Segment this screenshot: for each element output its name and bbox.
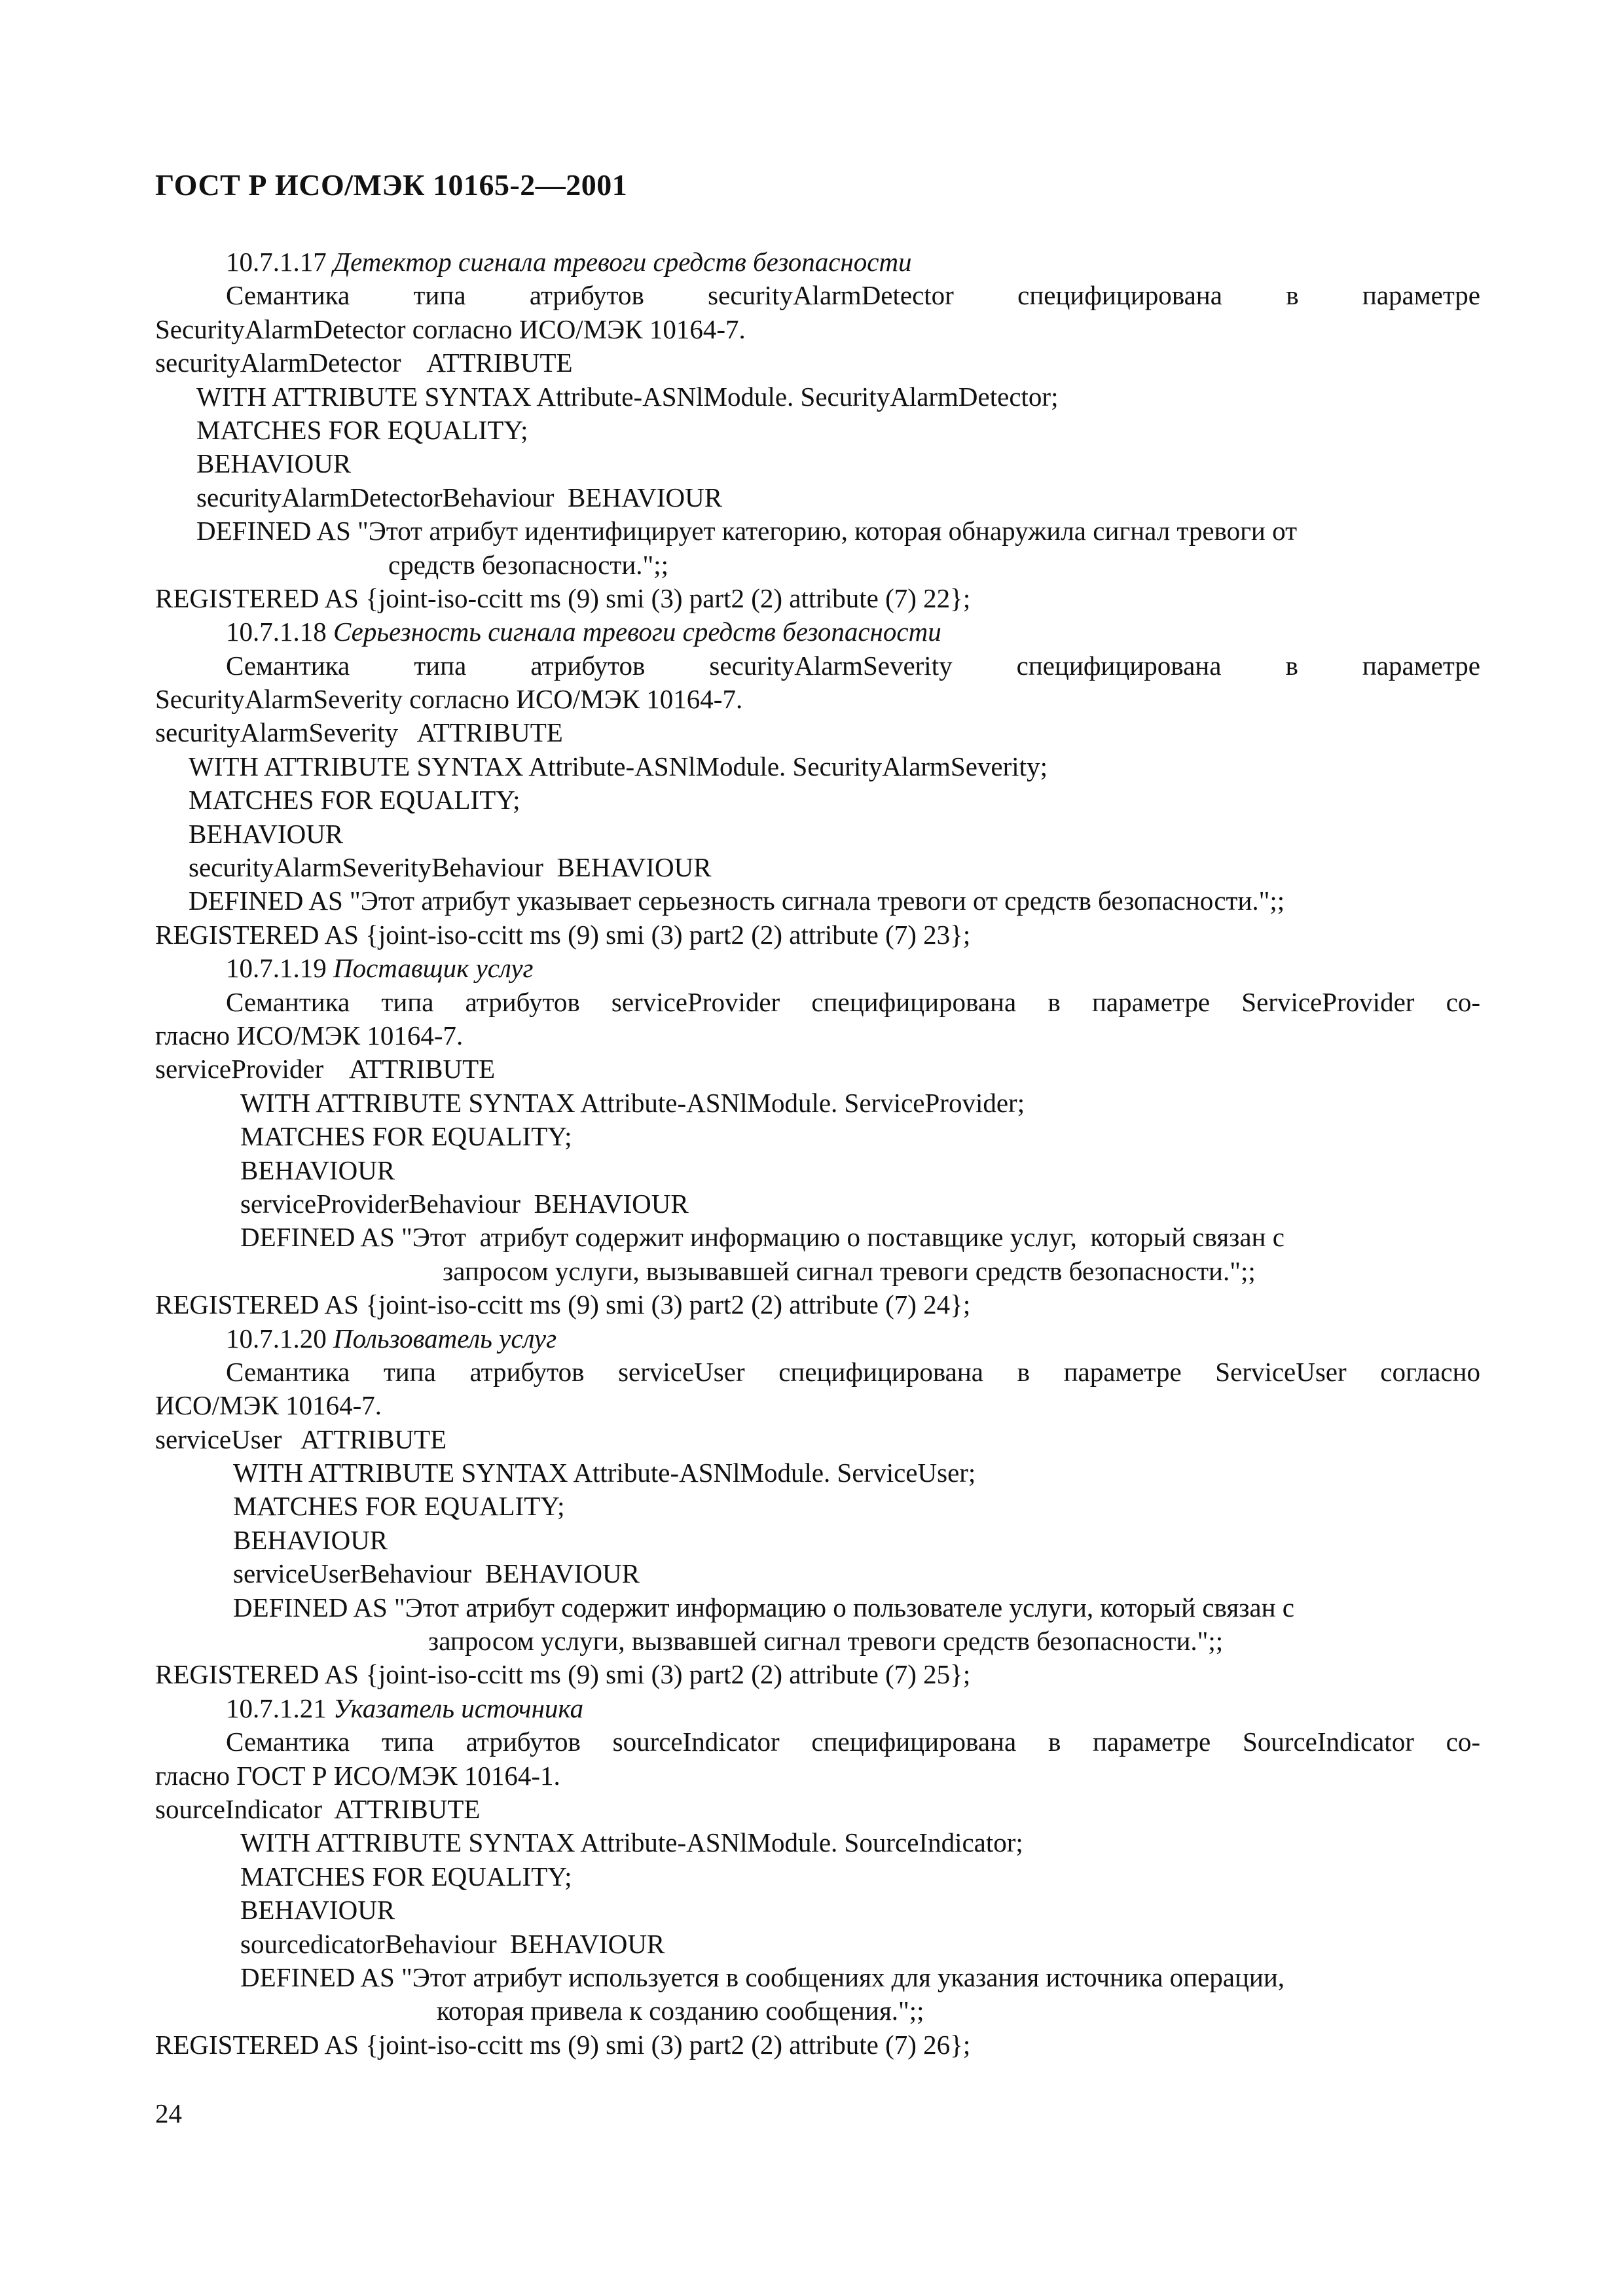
attribute-clause: BEHAVIOUR (189, 818, 344, 849)
section-heading (155, 1692, 1480, 1725)
attribute-clause: MATCHES FOR EQUALITY; (240, 1121, 572, 1152)
document-header: ГОСТ Р ИСО/МЭК 10165-2—2001 (155, 168, 628, 202)
section-number: 10.7.1.17 (226, 247, 327, 277)
attribute-declaration: serviceUser ATTRIBUTE (155, 1424, 447, 1454)
paragraph-line: Семантика типа атрибутов securityAlarmSeverity специфицирована в параметре (226, 650, 1480, 681)
section-title: Серьезность сигнала тревоги средств безопасности (333, 617, 941, 647)
section-heading (155, 615, 1480, 649)
section-title: Указатель источника (333, 1693, 584, 1723)
definition-continuation: запросом услуги, вызвавшей сигнал тревоги средств безопасности.";; (428, 1626, 1224, 1657)
attribute-clause: MATCHES FOR EQUALITY; (240, 1861, 572, 1892)
registered-as-line: REGISTERED AS {joint-iso-ccitt ms (9) smi (3) part2 (2) attribute (7) 23}; (155, 919, 971, 950)
section-number: 10.7.1.20 (226, 1323, 327, 1354)
attribute-clause: sourcedicatorBehaviour BEHAVIOUR (240, 1928, 665, 1959)
attribute-clause: BEHAVIOUR (233, 1524, 388, 1555)
attribute-declaration: securityAlarmDetector ATTRIBUTE (155, 348, 573, 378)
attribute-clause: BEHAVIOUR (240, 1155, 395, 1185)
paragraph-line: Семантика типа атрибутов serviceProvider специфицирована в параметре ServiceProvider со- (226, 986, 1480, 1017)
section-title: Пользователь услуг (333, 1323, 557, 1354)
attribute-clause: securityAlarmSeverityBehaviour BEHAVIOUR (189, 852, 712, 883)
registered-as-line: REGISTERED AS {joint-iso-ccitt ms (9) smi (3) part2 (2) attribute (7) 24}; (155, 1289, 971, 1320)
attribute-declaration: serviceProvider ATTRIBUTE (155, 1054, 496, 1085)
paragraph-line: Семантика типа атрибутов sourceIndicator специфицирована в параметре SourceIndicator со- (226, 1727, 1480, 1757)
attribute-clause: WITH ATTRIBUTE SYNTAX Attribute-ASNlModule. SecurityAlarmSeverity; (189, 751, 1048, 781)
section-title: Детектор сигнала тревоги средств безопасности (333, 247, 912, 277)
attribute-clause: serviceProviderBehaviour BEHAVIOUR (240, 1188, 689, 1219)
attribute-clause: MATCHES FOR EQUALITY; (189, 785, 520, 816)
attribute-declaration: sourceIndicator ATTRIBUTE (155, 1793, 481, 1824)
paragraph-line: SecurityAlarmSeverity согласно ИСО/МЭК 10164-7. (155, 684, 743, 715)
section-heading (155, 952, 1480, 985)
attribute-clause: BEHAVIOUR (196, 448, 352, 479)
paragraph-line: Семантика типа атрибутов serviceUser специфицирована в параметре ServiceUser согласно (226, 1356, 1480, 1387)
registered-as-line: REGISTERED AS {joint-iso-ccitt ms (9) smi (3) part2 (2) attribute (7) 26}; (155, 2029, 971, 2060)
document-body (155, 245, 1480, 2062)
paragraph-line: гласно ИСО/МЭК 10164-7. (155, 1020, 464, 1050)
attribute-clause: MATCHES FOR EQUALITY; (233, 1491, 565, 1522)
attribute-clause: MATCHES FOR EQUALITY; (196, 414, 528, 445)
attribute-clause: WITH ATTRIBUTE SYNTAX Attribute-ASNlModule. ServiceProvider; (240, 1087, 1025, 1118)
attribute-clause: serviceUserBehaviour BEHAVIOUR (233, 1558, 640, 1589)
paragraph-line: гласно ГОСТ Р ИСО/МЭК 10164-1. (155, 1760, 560, 1791)
definition-continuation: которая привела к созданию сообщения.";; (437, 1996, 924, 2026)
section-number: 10.7.1.21 (226, 1693, 327, 1723)
section-number: 10.7.1.18 (226, 617, 327, 647)
registered-as-line: REGISTERED AS {joint-iso-ccitt ms (9) smi (3) part2 (2) attribute (7) 25}; (155, 1659, 971, 1690)
attribute-clause: DEFINED AS "Этот атрибут указывает серьезность сигнала тревоги от средств безопасности.";; (189, 886, 1285, 916)
attribute-clause: DEFINED AS "Этот атрибут содержит информацию о поставщике услуг, который связан с (240, 1222, 1285, 1253)
section-heading (155, 245, 1480, 279)
attribute-clause: DEFINED AS "Этот атрибут идентифицирует категорию, которая обнаружила сигнал тревоги от (196, 516, 1297, 547)
paragraph-line: SecurityAlarmDetector согласно ИСО/МЭК 10164-7. (155, 314, 746, 344)
attribute-declaration: securityAlarmSeverity ATTRIBUTE (155, 717, 563, 748)
attribute-clause: WITH ATTRIBUTE SYNTAX Attribute-ASNlModule. SecurityAlarmDetector; (196, 381, 1059, 412)
attribute-clause: DEFINED AS "Этот атрибут содержит информацию о пользователе услуги, который связан с (233, 1592, 1294, 1623)
section-heading (155, 1322, 1480, 1355)
paragraph-line: ИСО/МЭК 10164-7. (155, 1390, 382, 1421)
attribute-clause: BEHAVIOUR (240, 1895, 395, 1926)
page-number: 24 (155, 2098, 182, 2128)
paragraph-line: Семантика типа атрибутов securityAlarmDetector специфицирована в параметре (226, 280, 1480, 311)
section-number: 10.7.1.19 (226, 953, 327, 984)
attribute-clause: DEFINED AS "Этот атрибут используется в сообщениях для указания источника операции, (240, 1962, 1285, 1992)
section-title: Поставщик услуг (333, 953, 534, 984)
registered-as-line: REGISTERED AS {joint-iso-ccitt ms (9) smi (3) part2 (2) attribute (7) 22}; (155, 583, 971, 613)
attribute-clause: WITH ATTRIBUTE SYNTAX Attribute-ASNlModule. ServiceUser; (233, 1458, 976, 1488)
attribute-clause: securityAlarmDetectorBehaviour BEHAVIOUR (196, 482, 723, 512)
attribute-clause: WITH ATTRIBUTE SYNTAX Attribute-ASNlModule. SourceIndicator; (240, 1827, 1023, 1858)
definition-continuation: запросом услуги, вызывавшей сигнал тревоги средств безопасности.";; (443, 1255, 1256, 1286)
definition-continuation: средств безопасности.";; (388, 549, 669, 580)
